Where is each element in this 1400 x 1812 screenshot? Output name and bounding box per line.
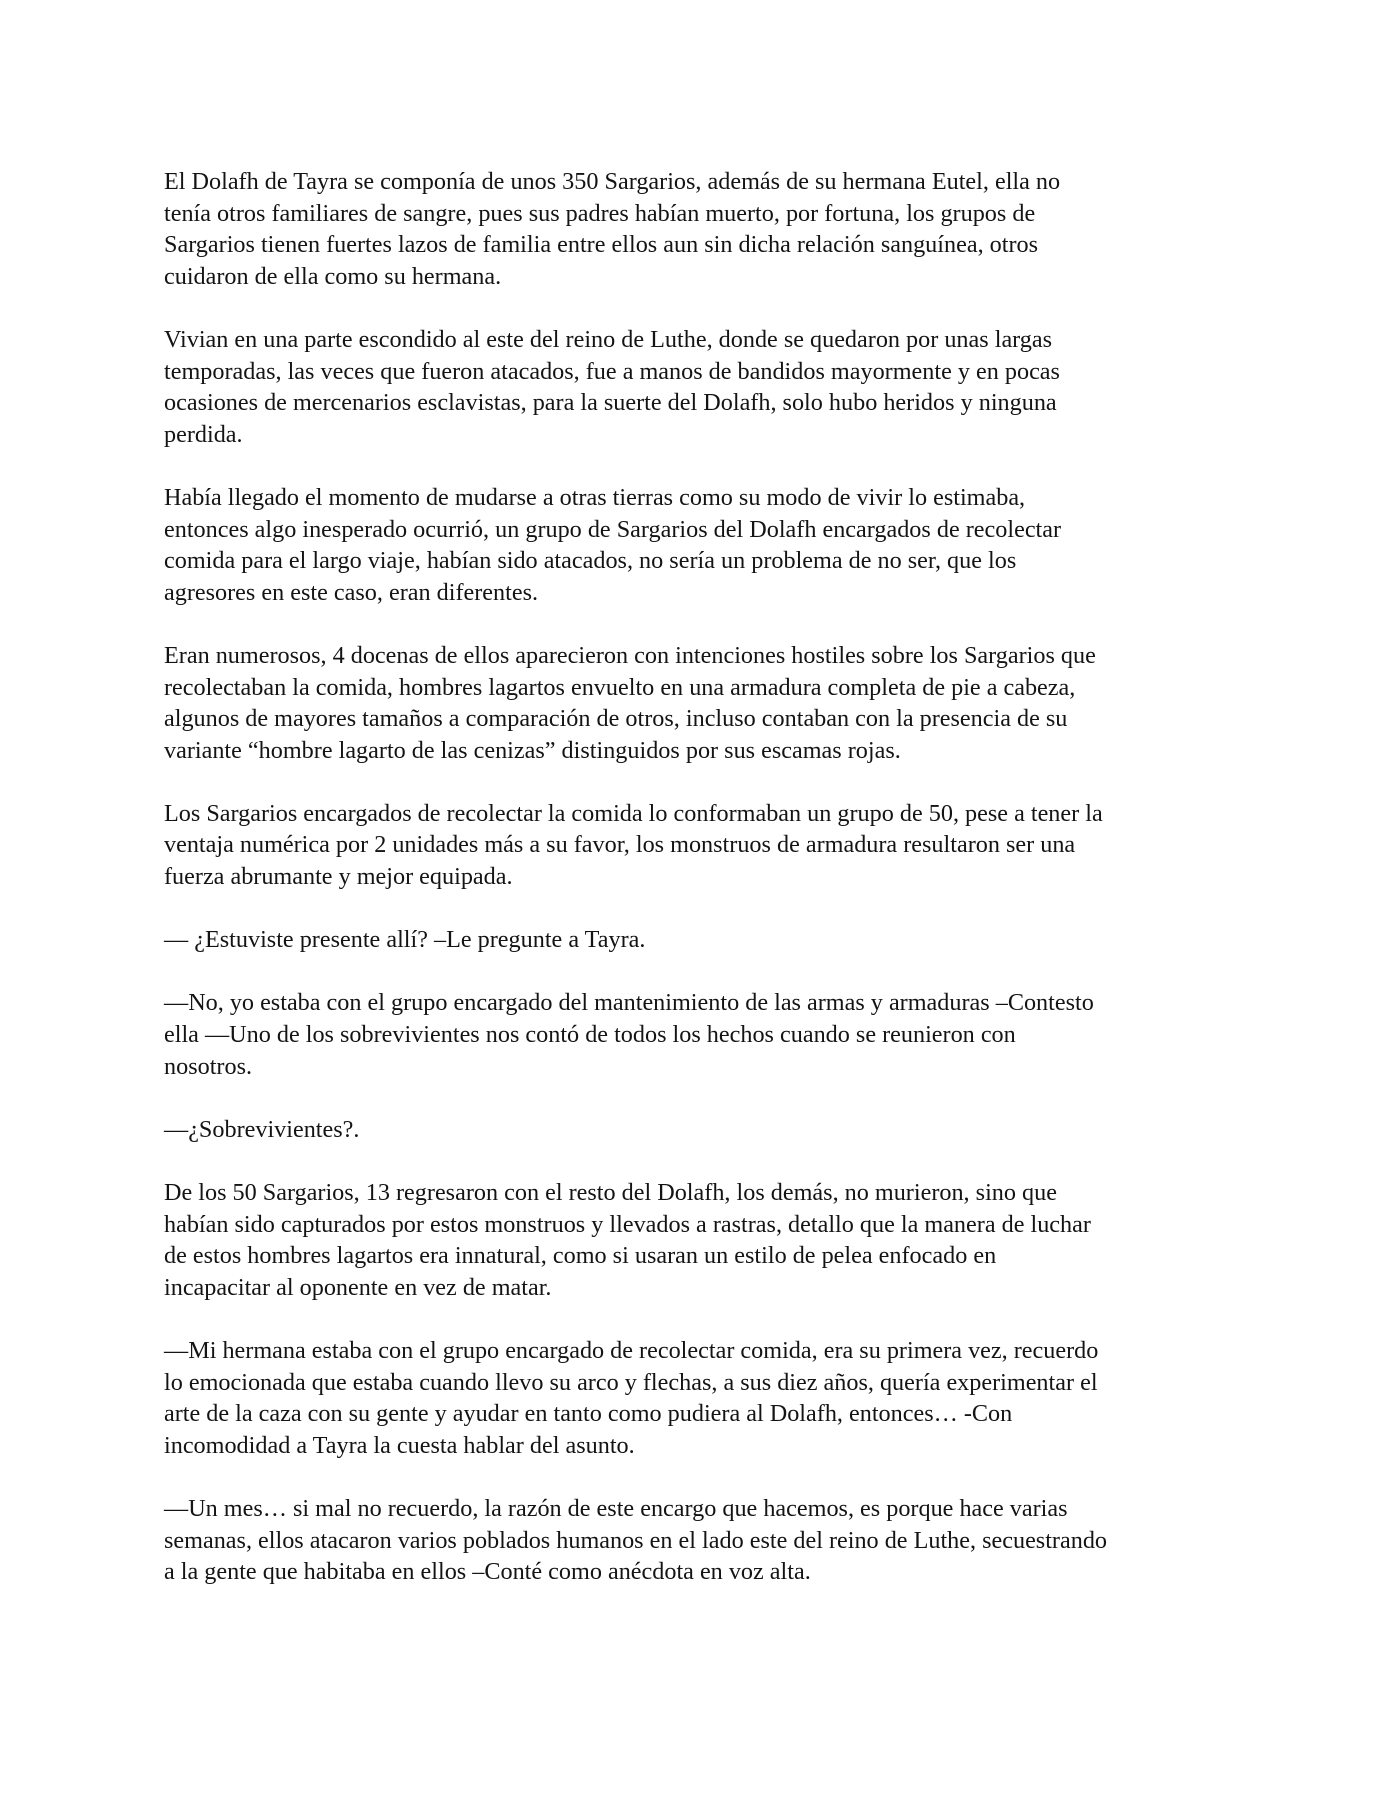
dialogue-line: —Mi hermana estaba con el grupo encargado de recolectar comida, era su primera vez, recuerdo lo emocionada que estaba cuando llevo su arco y flechas, a sus diez años, quería experimentar el arte de la caza con su gente y ayudar en tanto como pudiera al Dolafh, entonces… -Con incomodidad a Tayra la cuesta hablar del asunto. xyxy=(164,1336,1099,1459)
paragraph: Vivian en una parte escondido al este del reino de Luthe, donde se quedaron por unas largas temporadas, las veces que fueron atacados, fue a manos de bandidos mayormente y en pocas ocasiones de mercenarios esclavistas, para la suerte del Dolafh, solo hubo heridos y ninguna perdida. xyxy=(164,325,1060,448)
paragraph: Eran numerosos, 4 docenas de ellos aparecieron con intenciones hostiles sobre los Sargarios que recolectaban la comida, hombres lagartos envuelto en una armadura completa de pie a cabeza, algunos de mayores tamaños a comparación de otros, incluso contaban con la presencia de su variante “hombre lagarto de las cenizas” distinguidos por sus escamas rojas. xyxy=(164,641,1096,764)
dialogue-line: —No, yo estaba con el grupo encargado del mantenimiento de las armas y armaduras –Contesto ella —Uno de los sobrevivientes nos contó de todos los hechos cuando se reunieron con nosotros. xyxy=(164,989,1094,1080)
dialogue-line: —Un mes… si mal no recuerdo, la razón de este encargo que hacemos, es porque hace varias semanas, ellos atacaron varios poblados humanos en el lado este del reino de Luthe, secuestrando a la gente que habitaba en ellos –Conté como anécdota en voz alta. xyxy=(164,1494,1108,1586)
paragraph: Había llegado el momento de mudarse a otras tierras como su modo de vivir lo estimaba, entonces algo inesperado ocurrió, un grupo de Sargarios del Dolafh encargados de recolectar comida para el largo viaje, habían sido atacados, no sería un problema de no ser, que los agresores en este caso, eran diferentes. xyxy=(164,483,1062,606)
dialogue-line: —¿Sobrevivientes?. xyxy=(164,1115,360,1143)
document-body xyxy=(164,166,1244,1619)
dialogue-line: — ¿Estuviste presente allí? –Le pregunte a Tayra. xyxy=(164,926,646,954)
paragraph: De los 50 Sargarios, 13 regresaron con el resto del Dolafh, los demás, no murieron, sino que habían sido capturados por estos monstruos y llevados a rastras, detallo que la manera de luchar de estos hombres lagartos era innatural, como si usaran un estilo de pelea enfocado en incapacitar al oponente en vez de matar. xyxy=(164,1179,1091,1301)
paragraph: Los Sargarios encargados de recolectar la comida lo conformaban un grupo de 50, pese a tener la ventaja numérica por 2 unidades más a su favor, los monstruos de armadura resultaron ser una fuerza abrumante y mejor equipada. xyxy=(164,799,1103,891)
paragraph: El Dolafh de Tayra se componía de unos 350 Sargarios, además de su hermana Eutel, ella no tenía otros familiares de sangre, pues sus padres habían muerto, por fortuna, los grupos de Sargarios tienen fuertes lazos de familia entre ellos aun sin dicha relación sanguínea, otros cuidaron de ella como su hermana. xyxy=(164,168,1061,290)
